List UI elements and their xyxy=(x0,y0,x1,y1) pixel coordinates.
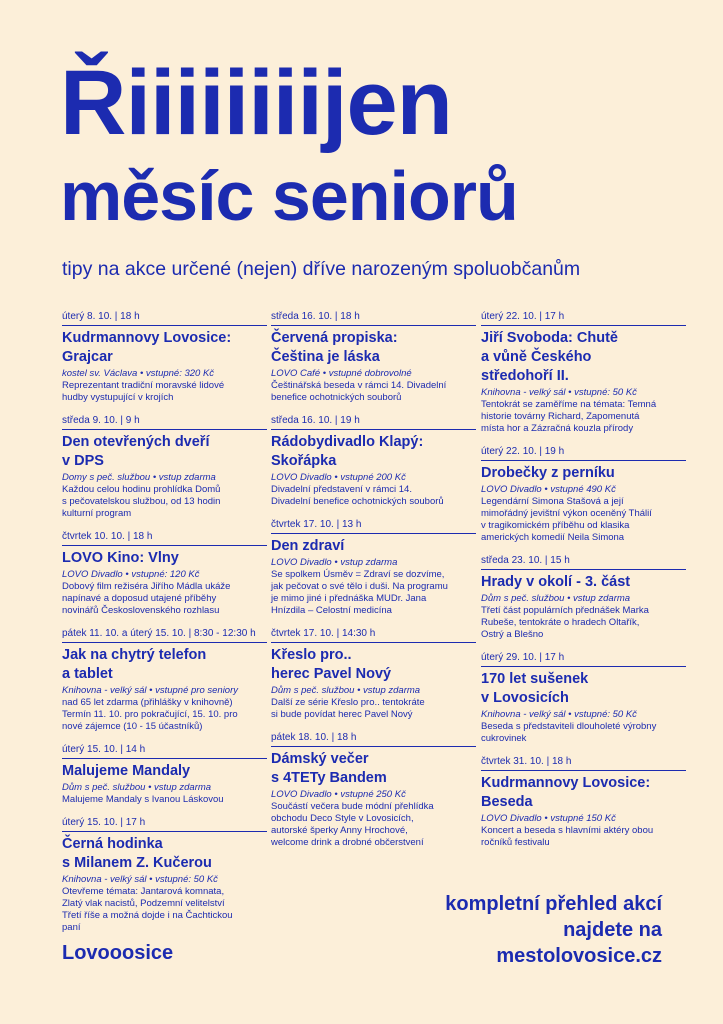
event-description xyxy=(62,697,267,733)
event-item xyxy=(481,555,686,641)
event-name-line: Jiří Svoboda: Chutě xyxy=(481,330,618,346)
title-line-1: Řiiiiiiiijen xyxy=(60,52,452,154)
event-date: čtvrtek 17. 10. | 14:30 h xyxy=(271,628,476,643)
event-description-line: Divadelní představení v rámci 14. xyxy=(271,484,412,495)
event-name-line: Křeslo pro.. xyxy=(271,647,352,663)
event-description-line: místa hor a Zázračná kouzla přírody xyxy=(481,423,634,434)
footer-line-1: kompletní přehled akcí xyxy=(445,893,662,915)
event-place: LOVO Divadlo • vstupné 150 Kč xyxy=(481,813,616,824)
footer-line-2: najdete na xyxy=(563,919,662,941)
page-title xyxy=(60,52,518,236)
event-name-line: Rádobydivadlo Klapý: xyxy=(271,434,424,450)
event-name-line: Skořápka xyxy=(271,453,337,469)
event-name-line: a vůně Českého xyxy=(481,349,592,365)
event-description-line: Dobový film režiséra Jiřího Mádla ukáže xyxy=(62,581,231,592)
event-date: úterý 8. 10. | 18 h xyxy=(62,311,267,326)
event-name-line: Jak na chytrý telefon xyxy=(62,647,207,663)
event-name xyxy=(62,835,267,873)
events-column-3 xyxy=(481,311,686,860)
event-name-line: s 4TETy Bandem xyxy=(271,770,387,786)
event-description-line: mimořádný jevištní výkon oceněný Thálií xyxy=(481,508,652,519)
event-description-line: autorské šperky Anny Hrochové, xyxy=(271,825,408,836)
event-description-line: Hnízdila – Celostní medicína xyxy=(271,605,392,616)
event-date: úterý 22. 10. | 17 h xyxy=(481,311,686,326)
event-item xyxy=(62,817,267,934)
event-name-line: Červená propiska: xyxy=(271,330,398,346)
event-name xyxy=(62,433,267,471)
event-description xyxy=(62,380,267,404)
event-description-line: Ostrý a Blešno xyxy=(481,629,544,640)
event-name xyxy=(271,537,476,556)
event-description-line: Otevřeme témata: Jantarová komnata, xyxy=(62,886,225,897)
event-name-line: Beseda xyxy=(481,794,533,810)
event-place: kostel sv. Václava • vstupné: 320 Kč xyxy=(62,368,215,379)
event-place: Knihovna - velký sál • vstupné pro seniory xyxy=(62,685,238,696)
event-description-line: Divadelní benefice ochotnických souborů xyxy=(271,496,444,507)
event-item xyxy=(62,531,267,617)
event-name-line: v DPS xyxy=(62,453,104,469)
subtitle: tipy na akce určené (nejen) dříve narozeným spoluobčanům xyxy=(62,258,581,280)
event-name xyxy=(62,549,267,568)
event-description-line: Legendární Simona Stašová a její xyxy=(481,496,624,507)
event-item xyxy=(62,628,267,733)
event-name-line: Den zdraví xyxy=(271,538,345,554)
event-name xyxy=(271,646,476,684)
event-description-line: cukrovinek xyxy=(481,733,527,744)
event-name-line: Grajcar xyxy=(62,349,113,365)
event-description-line: novinářů Československého rozhlasu xyxy=(62,605,220,616)
event-name-line: středohoří II. xyxy=(481,368,569,384)
event-name-line: LOVO Kino: Vlny xyxy=(62,550,179,566)
event-name xyxy=(481,774,686,812)
event-place: Dům s peč. službou • vstup zdarma xyxy=(271,685,421,696)
event-description xyxy=(481,496,686,544)
event-date: středa 16. 10. | 18 h xyxy=(271,311,476,326)
event-description-line: ročníků festivalu xyxy=(481,837,550,848)
event-name xyxy=(271,329,476,367)
event-name-line: a tablet xyxy=(62,666,113,682)
event-description-line: Se spolkem Úsměv = Zdraví se dozvíme, xyxy=(271,569,445,580)
event-description-line: s pečovatelskou službou, od 13 hodin xyxy=(62,496,221,507)
event-name xyxy=(481,329,686,386)
event-place: Dům s peč. službou • vstup zdarma xyxy=(62,782,212,793)
event-description-line: Třetí říše a možná dojde i na Čachtickou xyxy=(62,910,233,921)
event-name xyxy=(62,762,267,781)
event-name xyxy=(481,670,686,708)
event-description xyxy=(481,605,686,641)
event-description-line: Každou celou hodinu prohlídka Domů xyxy=(62,484,221,495)
event-description-line: historie továrny Richard, Zapomenutá xyxy=(481,411,640,422)
event-description xyxy=(271,380,476,404)
event-description-line: Rubeše, tentokráte o hradech Oltařík, xyxy=(481,617,640,628)
event-date: čtvrtek 17. 10. | 13 h xyxy=(271,519,476,534)
event-name xyxy=(62,646,267,684)
event-date: pátek 18. 10. | 18 h xyxy=(271,732,476,747)
event-item xyxy=(271,628,476,721)
event-date: středa 16. 10. | 19 h xyxy=(271,415,476,430)
event-description-line: nad 65 let zdarma (přihlášky v knihovně) xyxy=(62,697,233,708)
event-name-line: 170 let sušenek xyxy=(481,671,589,687)
event-name xyxy=(481,573,686,592)
event-description-line: Češtinářská beseda v rámci 14. Divadelní xyxy=(271,380,447,391)
event-date: úterý 29. 10. | 17 h xyxy=(481,652,686,667)
event-description xyxy=(62,484,267,520)
event-description-line: Třetí část populárních přednášek Marka xyxy=(481,605,649,616)
event-description-line: Termín 11. 10. pro pokračující, 15. 10. pro xyxy=(62,709,238,720)
event-date: středa 23. 10. | 15 h xyxy=(481,555,686,570)
event-description-line: Další ze série Křeslo pro.. tentokráte xyxy=(271,697,425,708)
event-place: Knihovna - velký sál • vstupné: 50 Kč xyxy=(481,709,637,720)
event-description-line: si bude povídat herec Pavel Nový xyxy=(271,709,413,720)
event-place: LOVO Divadlo • vstupné 200 Kč xyxy=(271,472,406,483)
event-place: LOVO Divadlo • vstupné: 120 Kč xyxy=(62,569,200,580)
event-name-line: Den otevřených dveří xyxy=(62,434,210,450)
events-column-1 xyxy=(62,311,267,945)
event-description-line: kulturní program xyxy=(62,508,132,519)
event-place: LOVO Divadlo • vstupné 250 Kč xyxy=(271,789,406,800)
event-item xyxy=(271,311,476,404)
event-place: LOVO Divadlo • vstupné 490 Kč xyxy=(481,484,616,495)
event-description-line: welcome drink a drobné občerstvení xyxy=(271,837,424,848)
event-item xyxy=(481,446,686,544)
event-place: Knihovna - velký sál • vstupné: 50 Kč xyxy=(62,874,218,885)
event-description-line: nové zájemce (10 - 15 účastníků) xyxy=(62,721,203,732)
event-description xyxy=(271,569,476,617)
event-description-line: Koncert a beseda s hlavními aktéry obou xyxy=(481,825,654,836)
event-place: LOVO Divadlo • vstup zdarma xyxy=(271,557,398,568)
event-item xyxy=(481,652,686,745)
event-name xyxy=(271,750,476,788)
event-date: úterý 15. 10. | 17 h xyxy=(62,817,267,832)
event-item xyxy=(481,311,686,435)
event-description-line: paní xyxy=(62,922,81,933)
event-description xyxy=(481,825,686,849)
event-date: středa 9. 10. | 9 h xyxy=(62,415,267,430)
events-column-2 xyxy=(271,311,476,860)
event-name-line: herec Pavel Nový xyxy=(271,666,392,682)
event-place: Knihovna - velký sál • vstupné: 50 Kč xyxy=(481,387,637,398)
event-description-line: Malujeme Mandaly s Ivanou Láskovou xyxy=(62,794,224,805)
footer-info xyxy=(445,891,662,969)
event-name-line: Dámský večer xyxy=(271,751,369,767)
event-date: čtvrtek 31. 10. | 18 h xyxy=(481,756,686,771)
event-place: Domy s peč. službou • vstup zdarma xyxy=(62,472,216,483)
event-name-line: Malujeme Mandaly xyxy=(62,763,191,779)
event-date: pátek 11. 10. a úterý 15. 10. | 8:30 - 12:30 h xyxy=(62,628,267,643)
event-description-line: napínavé a doposud utajené příběhy xyxy=(62,593,217,604)
event-name-line: v Lovosicích xyxy=(481,690,569,706)
event-description-line: obchodu Deco Style v Lovosicích, xyxy=(271,813,414,824)
event-description-line: jak pečovat o své tělo i duši. Na programu xyxy=(271,581,448,592)
title-line-2: měsíc seniorů xyxy=(60,157,518,235)
event-description-line: Reprezentant tradiční moravské lidové xyxy=(62,380,225,391)
event-item xyxy=(271,732,476,849)
event-description-line: Zlatý vlak nacistů, Podzemní velitelství xyxy=(62,898,225,909)
event-description xyxy=(271,697,476,721)
event-item xyxy=(271,519,476,617)
event-description xyxy=(481,721,686,745)
event-description-line: hudby vystupující v krojích xyxy=(62,392,174,403)
event-description-line: v tragikomickém příběhu od klasika xyxy=(481,520,630,531)
event-item xyxy=(62,744,267,806)
event-name xyxy=(271,433,476,471)
event-description-line: Beseda s představiteli dlouholeté výrobny xyxy=(481,721,657,732)
event-name-line: Kudrmannovy Lovosice: xyxy=(481,775,651,791)
event-description xyxy=(62,794,267,806)
event-description xyxy=(481,399,686,435)
event-description xyxy=(271,484,476,508)
event-description-line: je mimo jiné i přednáška MUDr. Jana xyxy=(271,593,427,604)
event-place: Dům s peč. službou • vstup zdarma xyxy=(481,593,631,604)
event-description-line: Součástí večera bude módní přehlídka xyxy=(271,801,434,812)
event-name xyxy=(481,464,686,483)
event-name-line: Kudrmannovy Lovosice: xyxy=(62,330,232,346)
event-date: úterý 15. 10. | 14 h xyxy=(62,744,267,759)
event-name xyxy=(62,329,267,367)
brand-logo-text: Lovooosice xyxy=(62,942,174,964)
event-description-line: benefice ochotnických souborů xyxy=(271,392,402,403)
event-date: úterý 22. 10. | 19 h xyxy=(481,446,686,461)
event-name-line: Drobečky z perníku xyxy=(481,465,615,481)
event-name-line: Čeština je láska xyxy=(271,349,380,365)
event-item xyxy=(481,756,686,849)
event-date: čtvrtek 10. 10. | 18 h xyxy=(62,531,267,546)
event-description xyxy=(62,886,267,934)
event-name-line: s Milanem Z. Kučerou xyxy=(62,855,212,871)
event-description-line: amerických komedií Neila Simona xyxy=(481,532,625,543)
event-name-line: Černá hodinka xyxy=(62,836,163,852)
event-place: LOVO Café • vstupné dobrovolné xyxy=(271,368,412,379)
event-description-line: Tentokrát se zaměříme na témata: Temná xyxy=(481,399,657,410)
event-item xyxy=(62,415,267,520)
footer-url[interactable]: mestolovosice.cz xyxy=(496,945,662,967)
event-item xyxy=(62,311,267,404)
event-description xyxy=(271,801,476,849)
event-name-line: Hrady v okolí - 3. část xyxy=(481,574,631,590)
event-description xyxy=(62,581,267,617)
event-item xyxy=(271,415,476,508)
